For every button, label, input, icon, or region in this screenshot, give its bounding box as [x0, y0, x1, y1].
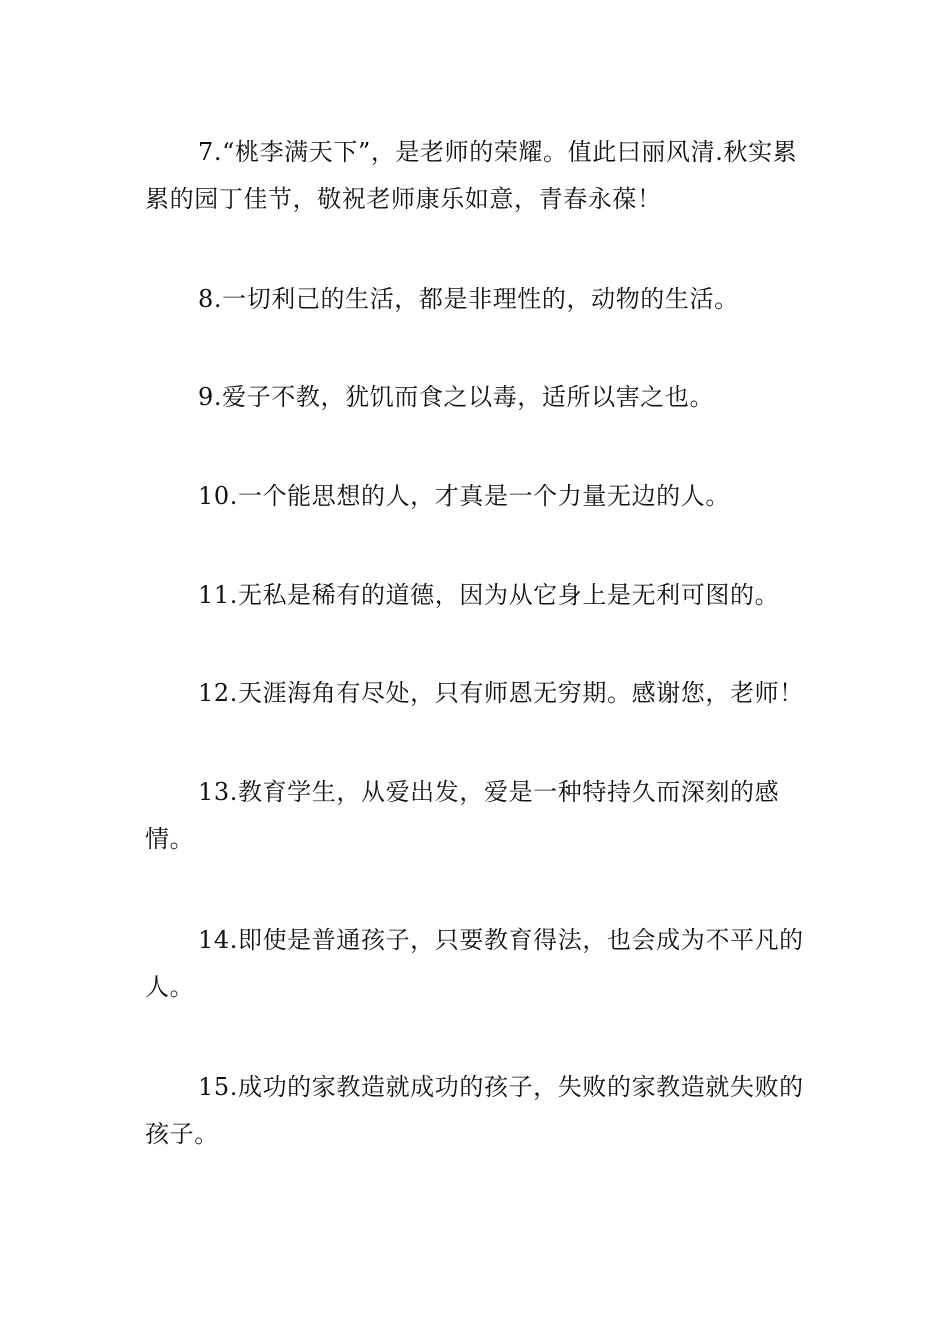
paragraph-7: 7.“桃李满天下”，是老师的荣耀。值此曰丽风清.秋实累累的园丁佳节，敬祝老师康乐如意，青春永葆！ [145, 138, 798, 213]
paragraph-13: 13.教育学生，从爱出发，爱是一种特持久而深刻的感情。 [145, 778, 780, 853]
paragraph-14: 14.即使是普通孩子，只要教育得法，也会成为不平凡的人。 [145, 926, 804, 1001]
paragraph-11: 11.无私是稀有的道德，因为从它身上是无利可图的。 [198, 581, 780, 609]
paragraph-9: 9.爱子不教，犹饥而食之以毒，适所以害之也。 [198, 383, 715, 411]
paragraph-15: 15.成功的家教造就成功的孩子，失败的家教造就失败的孩子。 [145, 1073, 804, 1148]
paragraph-12: 12.天涯海角有尽处，只有师恩无穷期。感谢您，老师！ [198, 679, 804, 707]
paragraph-10: 10.一个能思想的人，才真是一个力量无边的人。 [198, 482, 730, 510]
paragraph-8: 8.一切利己的生活，都是非理性的，动物的生活。 [198, 285, 739, 313]
